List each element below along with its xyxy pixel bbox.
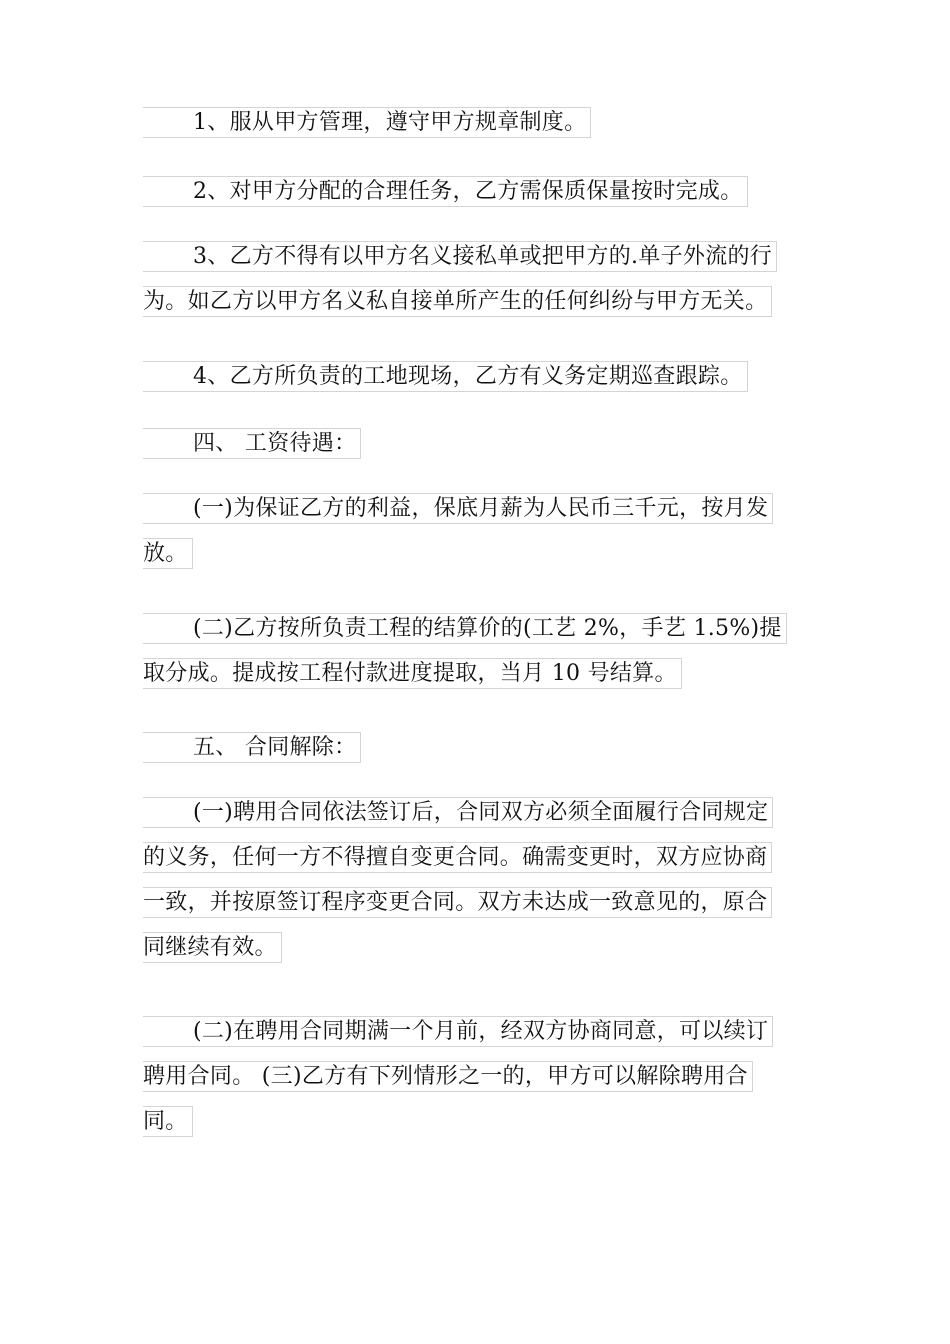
termination-item-1 — [143, 797, 823, 983]
text-line: 1、服从甲方管理，遵守甲方规章制度。 — [143, 107, 823, 138]
text-line: 同。 — [143, 1106, 823, 1137]
clause-2 — [143, 176, 823, 227]
text-line: 五、 合同解除： — [143, 732, 823, 763]
section-heading-wages — [143, 428, 823, 479]
text-line: 3、乙方不得有以甲方名义接私单或把甲方的.单子外流的行 — [143, 241, 823, 272]
wages-item-2 — [143, 613, 823, 709]
termination-item-2 — [143, 1016, 823, 1157]
text-line: 四、 工资待遇： — [143, 428, 823, 459]
text-line: 一致，并按原签订程序变更合同。双方未达成一致意见的，原合 — [143, 887, 823, 918]
text-line: 聘用合同。 (三)乙方有下列情形之一的，甲方可以解除聘用合 — [143, 1061, 823, 1092]
text-line: 放。 — [143, 538, 823, 569]
clause-4 — [143, 361, 823, 412]
text-line: 取分成。提成按工程付款进度提取，当月 10 号结算。 — [143, 658, 823, 689]
text-line: 为。如乙方以甲方名义私自接单所产生的任何纠纷与甲方无关。 — [143, 286, 823, 317]
text-line: (二)乙方按所负责工程的结算价的(工艺 2%，手艺 1.5%)提 — [143, 613, 823, 644]
wages-item-1 — [143, 493, 823, 589]
text-line: 2、对甲方分配的合理任务，乙方需保质保量按时完成。 — [143, 176, 823, 207]
section-heading-termination — [143, 732, 823, 783]
clause-3 — [143, 241, 823, 337]
text-line: (一)聘用合同依法签订后，合同双方必须全面履行合同规定 — [143, 797, 823, 828]
text-line: 的义务，任何一方不得擅自变更合同。确需变更时，双方应协商 — [143, 842, 823, 873]
text-line: 同继续有效。 — [143, 932, 823, 963]
text-line: (一)为保证乙方的利益，保底月薪为人民币三千元，按月发 — [143, 493, 823, 524]
clause-1 — [143, 107, 823, 158]
text-line: (二)在聘用合同期满一个月前，经双方协商同意，可以续订 — [143, 1016, 823, 1047]
text-line: 4、乙方所负责的工地现场，乙方有义务定期巡查跟踪。 — [143, 361, 823, 392]
